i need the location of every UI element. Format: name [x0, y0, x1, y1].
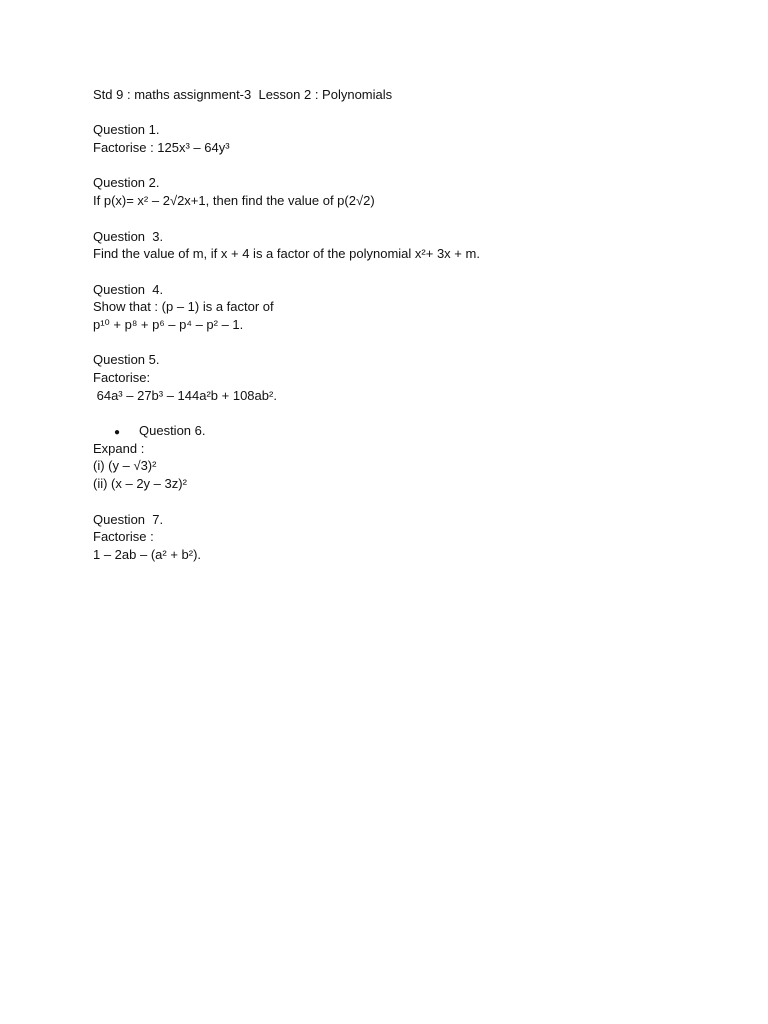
- question-6-heading-row: [93, 422, 733, 440]
- question-1: [93, 121, 733, 156]
- document-title: Std 9 : maths assignment-3 Lesson 2 : Polynomials: [93, 87, 393, 102]
- question-6-heading: Question 6.: [139, 423, 206, 439]
- question-3: [93, 228, 733, 263]
- assignment-document: [93, 86, 733, 581]
- question-5-expression: 64a³ – 27b³ – 144a²b + 108ab².: [93, 387, 277, 403]
- question-6-part-ii: (ii) (x – 2y – 3z)²: [93, 476, 187, 492]
- question-1-heading: Question 1.: [93, 122, 160, 138]
- question-5-heading: Question 5.: [93, 352, 160, 368]
- question-4: [93, 281, 733, 334]
- question-7-heading: Question 7.: [93, 511, 164, 527]
- question-6-part-i: (i) (y – √3)²: [93, 458, 157, 474]
- question-3-text: Find the value of m, if x + 4 is a factor of the polynomial x²+ 3x + m.: [93, 246, 480, 262]
- question-5-text: Factorise:: [93, 370, 151, 385]
- question-6: [93, 422, 733, 493]
- question-4-text: Show that : (p – 1) is a factor of: [93, 299, 274, 315]
- question-5: [93, 351, 733, 404]
- question-1-text: Factorise : 125x³ – 64y³: [93, 140, 230, 156]
- bullet-icon: ●: [114, 427, 121, 439]
- question-2-heading: Question 2.: [93, 175, 160, 191]
- question-6-text: Expand :: [93, 440, 145, 456]
- question-7-text: Factorise :: [93, 529, 154, 545]
- question-2-text: If p(x)= x² – 2√2x+1, then find the value of p(2√2): [93, 193, 375, 209]
- question-7: [93, 511, 733, 564]
- question-4-expression: p¹⁰ + p⁸ + p⁶ – p⁴ – p² – 1.: [93, 316, 244, 332]
- question-2: [93, 174, 733, 209]
- question-3-heading: Question 3.: [93, 228, 164, 244]
- question-4-heading: Question 4.: [93, 281, 164, 297]
- question-7-expression: 1 – 2ab – (a² + b²).: [93, 546, 202, 562]
